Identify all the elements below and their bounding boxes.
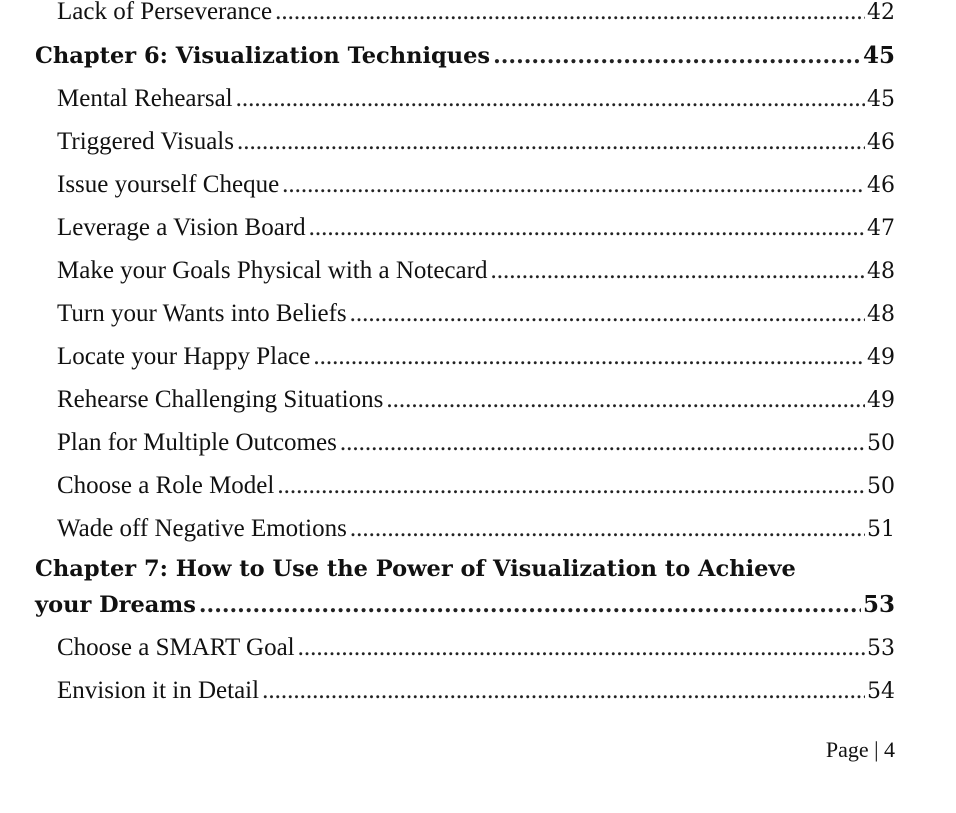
dot-leader: [237, 128, 865, 156]
toc-entry-rehearse-challenging[interactable]: [57, 386, 895, 414]
toc-entry-page: 51: [867, 517, 895, 542]
dot-leader: [309, 214, 865, 242]
dot-leader: [236, 85, 865, 113]
toc-entry-title: Lack of Perseverance: [57, 0, 273, 25]
toc-entry-goals-notecard[interactable]: [57, 257, 895, 285]
toc-entry-happy-place[interactable]: [57, 343, 895, 371]
dot-leader: [313, 343, 865, 371]
toc-entry-page: 50: [867, 474, 895, 499]
toc-entry-title: Turn your Wants into Beliefs: [57, 300, 347, 327]
toc-entry-leverage-vision-board[interactable]: [57, 214, 895, 242]
page-number-footer: Page | 4: [825, 737, 895, 762]
toc-entry-page: 48: [867, 302, 895, 327]
toc-entry-negative-emotions[interactable]: [57, 515, 895, 543]
toc-entry-title: Rehearse Challenging Situations: [57, 386, 384, 413]
toc-chapter-title: Chapter 6: Visualization Techniques: [35, 43, 491, 69]
toc-entry-wants-into-beliefs[interactable]: [57, 300, 895, 328]
dot-leader: [350, 515, 865, 543]
toc-entry-triggered-visuals[interactable]: [57, 128, 895, 156]
toc-entry-title: Choose a SMART Goal: [57, 634, 295, 661]
toc-entry-title: Locate your Happy Place: [57, 343, 311, 370]
toc-entry-mental-rehearsal[interactable]: [57, 85, 895, 113]
toc-entry-title: Plan for Multiple Outcomes: [57, 429, 337, 456]
toc-chapter-title: your Dreams: [35, 592, 196, 618]
toc-entry-title: Issue yourself Cheque: [57, 171, 280, 198]
toc-entry-title: Choose a Role Model: [57, 472, 275, 499]
toc-entry-title: Wade off Negative Emotions: [57, 515, 347, 542]
toc-entry-page: 54: [867, 679, 895, 704]
toc-entry-page: 53: [867, 636, 895, 661]
toc-entry-page: 45: [867, 87, 895, 112]
toc-entry-smart-goal[interactable]: [57, 634, 895, 662]
toc-entry-multiple-outcomes[interactable]: [57, 429, 895, 457]
toc-entry-page: 46: [867, 130, 895, 155]
toc-entry-page: 46: [867, 173, 895, 198]
dot-leader: [262, 677, 865, 705]
toc-entry-page: 48: [867, 259, 895, 284]
toc-entry-page: 42: [867, 0, 895, 25]
toc-chapter-7[interactable]: [35, 591, 895, 618]
toc-chapter-page: 53: [862, 591, 895, 618]
dot-leader: [298, 634, 865, 662]
toc-entry-envision-detail[interactable]: [57, 677, 895, 705]
dot-leader: [282, 171, 865, 199]
toc-entry-role-model[interactable]: [57, 472, 895, 500]
dot-leader: [199, 592, 861, 618]
toc-chapter-6[interactable]: [35, 42, 895, 69]
toc-entry-title: Triggered Visuals: [57, 128, 234, 155]
toc-entry-title: Leverage a Vision Board: [57, 214, 306, 241]
toc-entry-lack-of-perseverance[interactable]: [57, 0, 895, 26]
toc-entry-issue-yourself-cheque[interactable]: [57, 171, 895, 199]
toc-chapter-page: 45: [862, 42, 895, 69]
dot-leader: [275, 0, 865, 26]
dot-leader: [277, 472, 865, 500]
toc-entry-page: 50: [867, 431, 895, 456]
toc-entry-page: 49: [867, 388, 895, 413]
dot-leader: [350, 300, 865, 328]
dot-leader: [340, 429, 865, 457]
toc-chapter-7-title-line1[interactable]: Chapter 7: How to Use the Power of Visualization to Achieve: [35, 556, 796, 582]
toc-entry-page: 47: [867, 216, 895, 241]
toc-entry-title: Mental Rehearsal: [57, 85, 233, 112]
toc-entry-page: 49: [867, 345, 895, 370]
toc-entry-title: Make your Goals Physical with a Notecard: [57, 257, 488, 284]
toc-entry-title: Envision it in Detail: [57, 677, 260, 704]
dot-leader: [490, 257, 865, 285]
dot-leader: [493, 43, 861, 69]
dot-leader: [386, 386, 865, 414]
